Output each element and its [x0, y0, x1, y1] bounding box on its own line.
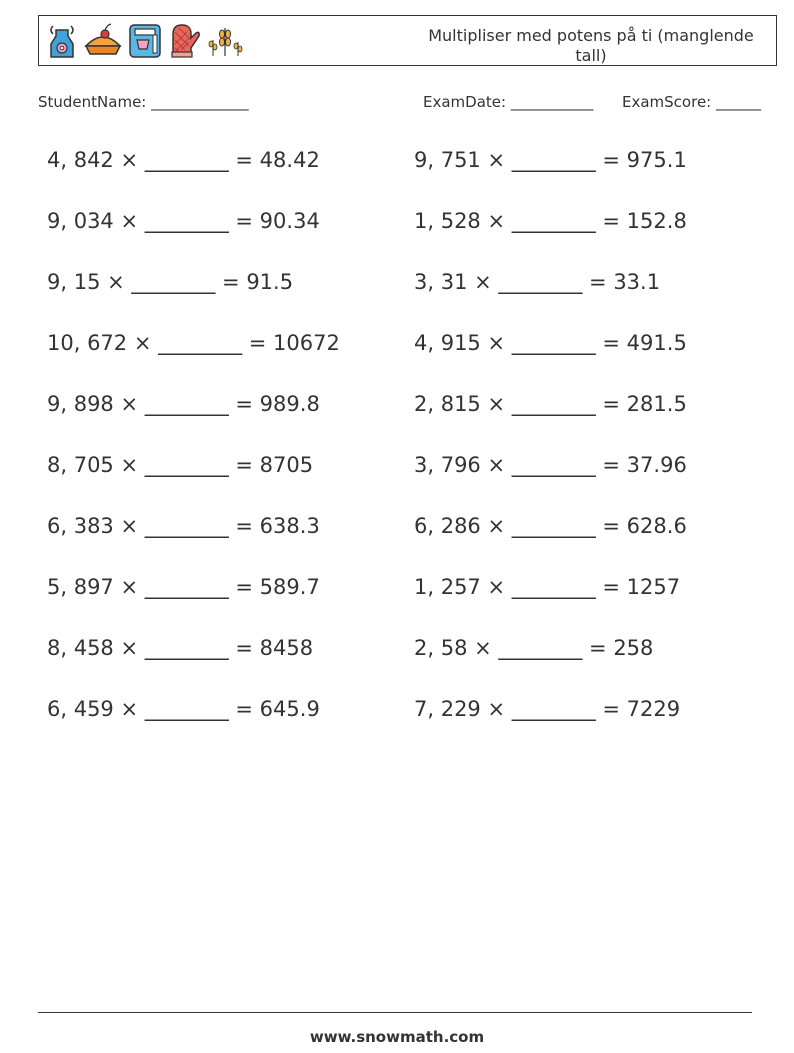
problem-left-7: 6, 383 × ________ = 638.3 — [47, 514, 320, 538]
header-box — [38, 15, 777, 66]
worksheet-title: Multipliser med potens på ti (manglende tall) — [428, 26, 754, 65]
problem-left-2: 9, 034 × ________ = 90.34 — [47, 209, 320, 233]
problem-left-5: 9, 898 × ________ = 989.8 — [47, 392, 320, 416]
oven-mitt-icon — [167, 22, 201, 60]
wheat-icon — [205, 22, 245, 60]
problem-right-10: 7, 229 × ________ = 7229 — [414, 697, 681, 721]
mixer-icon — [127, 22, 163, 60]
footer-divider — [38, 1012, 752, 1013]
problem-left-9: 8, 458 × ________ = 8458 — [47, 636, 314, 660]
pie-icon — [83, 22, 123, 60]
problem-left-8: 5, 897 × ________ = 589.7 — [47, 575, 320, 599]
problem-right-5: 2, 815 × ________ = 281.5 — [414, 392, 687, 416]
problem-left-4: 10, 672 × ________ = 10672 — [47, 331, 340, 355]
problem-right-2: 1, 528 × ________ = 152.8 — [414, 209, 687, 233]
apron-icon — [45, 22, 79, 60]
problem-left-1: 4, 842 × ________ = 48.42 — [47, 148, 320, 172]
student-name-field: StudentName: _____________ — [38, 93, 249, 111]
footer-url: www.snowmath.com — [309, 1028, 485, 1046]
header-icons — [45, 21, 245, 61]
problem-right-1: 9, 751 × ________ = 975.1 — [414, 148, 687, 172]
problem-right-4: 4, 915 × ________ = 491.5 — [414, 331, 687, 355]
problem-right-6: 3, 796 × ________ = 37.96 — [414, 453, 687, 477]
problem-right-9: 2, 58 × ________ = 258 — [414, 636, 654, 660]
problem-left-10: 6, 459 × ________ = 645.9 — [47, 697, 320, 721]
exam-score-field: ExamScore: ______ — [622, 93, 761, 111]
problem-left-3: 9, 15 × ________ = 91.5 — [47, 270, 294, 294]
problem-right-3: 3, 31 × ________ = 33.1 — [414, 270, 661, 294]
problem-left-6: 8, 705 × ________ = 8705 — [47, 453, 314, 477]
problem-right-8: 1, 257 × ________ = 1257 — [414, 575, 681, 599]
problem-right-7: 6, 286 × ________ = 628.6 — [414, 514, 687, 538]
exam-date-field: ExamDate: ___________ — [423, 93, 594, 111]
